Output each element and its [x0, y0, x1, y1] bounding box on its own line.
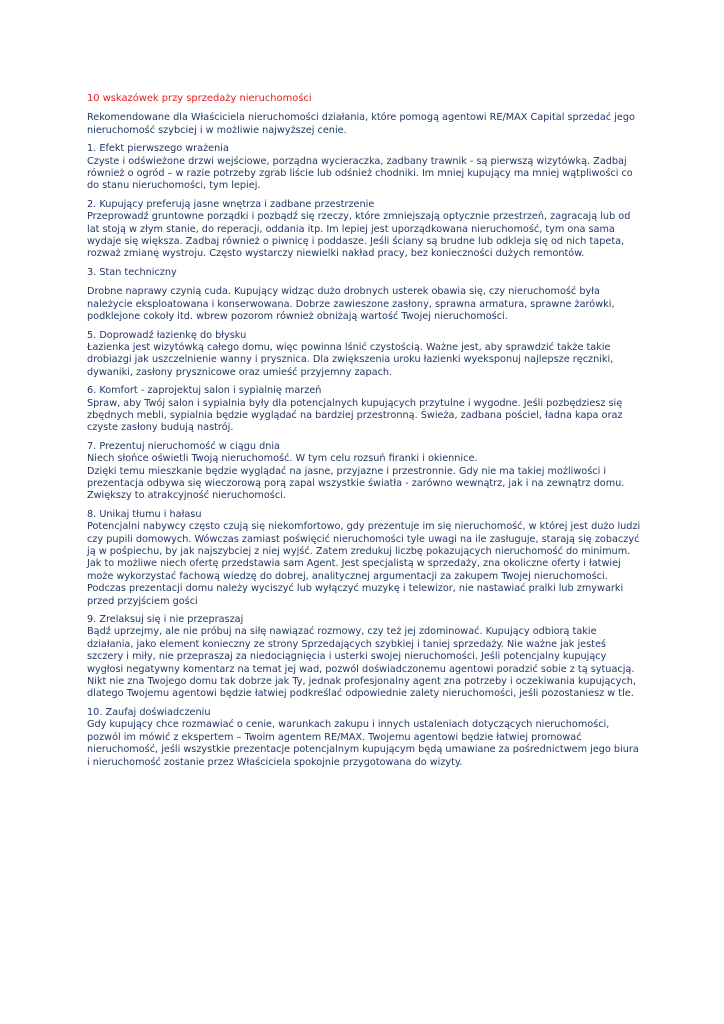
- section-paragraph: Czyste i odświeżone drzwi wejściowe, porządna wycieraczka, zadbany trawnik - są pierwszą wizytówką. Zadbaj również o ogród – w razie potrzeby zgrab liście lub odśnież chodniki. Im mniej kupujący ma mniej wątpliwości co do stanu nieruchomości, tym lepiej.: [87, 155, 633, 192]
- section-10: [87, 707, 644, 769]
- section-heading: 2. Kupujący preferują jasne wnętrza i zadbane przestrzenie: [87, 198, 375, 210]
- section-heading: 3. Stan techniczny: [87, 266, 177, 278]
- section-6: [87, 385, 644, 435]
- section-8: [87, 509, 644, 608]
- section-heading: 5. Doprowadź łazienkę do błysku: [87, 329, 247, 341]
- section-paragraph: Niech słońce oświetli Twoją nieruchomość. W tym celu rozsuń firanki i okiennice.: [87, 453, 478, 465]
- section-paragraph: Bądź uprzejmy, ale nie próbuj na siłę nawiązać rozmowy, czy też jej zdominować. Kupujący odbiorą takie działania, jako element konieczny ze strony Sprzedających szybkiej i taniej sprzedaży. Nie ważne jak jesteś szczery i miły, nie przepraszaj za niedociągnięcia i usterki swojej nieruchomości. Jeśli potencjalny kupujący wygłosi negatywny komentarz na temat jej wad, pozwól doświadczonemu agentowi poradzić sobie z tą sytuacją.: [87, 626, 635, 675]
- section-paragraph: Dzięki temu mieszkanie będzie wyglądać na jasne, przyjazne i przestronnie. Gdy nie ma takiej możliwości i prezentacja odbywa się wieczorową porą zapal wszystkie światła - zarówno wewnątrz, jak i na zewnątrz domu. Zwiększy to atrakcyjność nieruchomości.: [87, 465, 625, 502]
- section-3: [87, 267, 644, 324]
- section-paragraph: Gdy kupujący chce rozmawiać o cenie, warunkach zakupu i innych ustaleniach dotyczących nieruchomości, pozwól im mówić z ekspertem – Twoim agentem RE/MAX. Twojemu agentowi będzie łatwiej promować nieruchomość, jeśli wszystkie prezentacje potencjalnym kupującym będą umawiane za pośrednictwem jego biura i nieruchomość zostanie przez Właściciela spokojnie przygotowana do wizyty.: [87, 719, 639, 768]
- intro-paragraph: Rekomendowane dla Właściciela nieruchomości działania, które pomogą agentowi RE/MAX Capital sprzedać jego nieruchomość szybciej i w możliwie najwyższej cenie.: [87, 112, 635, 136]
- section-7: [87, 441, 644, 503]
- section-1: [87, 143, 644, 193]
- document-title: 10 wskazówek przy sprzedaży nieruchomości: [87, 93, 312, 104]
- section-paragraph: Potencjalni nabywcy często czują się niekomfortowo, gdy prezentuje im się nieruchomość, w której jest dużo ludzi czy pupili domowych. Wówczas zamiast poświęcić nieruchomości tyle uwagi na ile zasługuje, starają się zobaczyć ją w pośpiechu, by jak najszybciej z niej wyjść. Zatem zredukuj liczbę pokazujących nieruchomość do minimum. Jak to możliwe niech ofertę przedstawia sam Agent. Jest specjalistą w sprzedaży, zna okoliczne oferty i łatwiej może wykorzystać fachową wiedzę do dobrej, analitycznej argumentacji za zakupem Twojej nieruchomości. Podczas prezentacji domu należy wyciszyć lub wyłączyć muzykę i telewizor, nie nastawiać pralki lub zmywarki przed przyjściem gości: [87, 521, 641, 607]
- section-heading: 1. Efekt pierwszego wrażenia: [87, 143, 229, 155]
- section-paragraph: Spraw, aby Twój salon i sypialnia były dla potencjalnych kupujących przytulne i wygodne. Jeśli pozbędziesz się zbędnych mebli, sypialnia będzie wyglądać na bardziej przestronną. Świeża, zadbana pościel, ładna kapa oraz czyste zasłony budują nastrój.: [87, 397, 623, 434]
- section-paragraph: Nikt nie zna Twojego domu tak dobrze jak Ty, jednak profesjonalny agent zna potrzeby i oczekiwania kupujących, dlatego Twojemu agentowi będzie łatwiej podkreślać odpowiednie zalety nieruchomości, jeśli pozostaniesz w tle.: [87, 676, 636, 700]
- section-2: [87, 199, 644, 261]
- section-5: [87, 330, 644, 380]
- section-9: [87, 614, 644, 701]
- section-paragraph: Łazienka jest wizytówką całego domu, więc powinna lśnić czystością. Ważne jest, aby sprawdzić także takie drobiazgi jak uszczelnienie wanny i prysznica. Dla zwiększenia uroku łazienki wyeksponuj najlepsze ręczniki, dywaniki, zasłony prysznicowe oraz umieść przyjemny zapach.: [87, 341, 614, 378]
- section-heading: 7. Prezentuj nieruchomość w ciągu dnia: [87, 440, 280, 452]
- section-heading: 9. Zrelaksuj się i nie przepraszaj: [87, 614, 244, 626]
- section-paragraph: Drobne naprawy czynią cuda. Kupujący widząc dużo drobnych usterek obawia się, czy nieruchomość była należycie eksploatowana i konserwowana. Dobrze zawieszone zasłony, sprawna armatura, sprawne żarówki, podklejone cokoły itd. wbrew pozorom również obniżają wartość Twojej nieruchomości.: [87, 286, 615, 323]
- section-paragraph: Przeprowadź gruntowne porządki i pozbądź się rzeczy, które zmniejszają optycznie przestrzeń, zagracają lub od lat stoją w złym stanie, do reperacji, oddania itp. Im lepiej jest uporządkowana nieruchomość, tym ona sama wydaje się większa. Zadbaj również o piwnicę i poddasze. Jeśli ściany są brudne lub odkleja się od nich tapeta, rozważ zmianę wystroju. Często wystarczy niewielki nakład pracy, bez konieczności dużych remontów.: [87, 211, 631, 260]
- section-heading: 10. Zaufaj doświadczeniu: [87, 706, 211, 718]
- section-heading: 8. Unikaj tłumu i hałasu: [87, 508, 202, 520]
- section-heading: 6. Komfort - zaprojektuj salon i sypialnię marzeń: [87, 385, 322, 397]
